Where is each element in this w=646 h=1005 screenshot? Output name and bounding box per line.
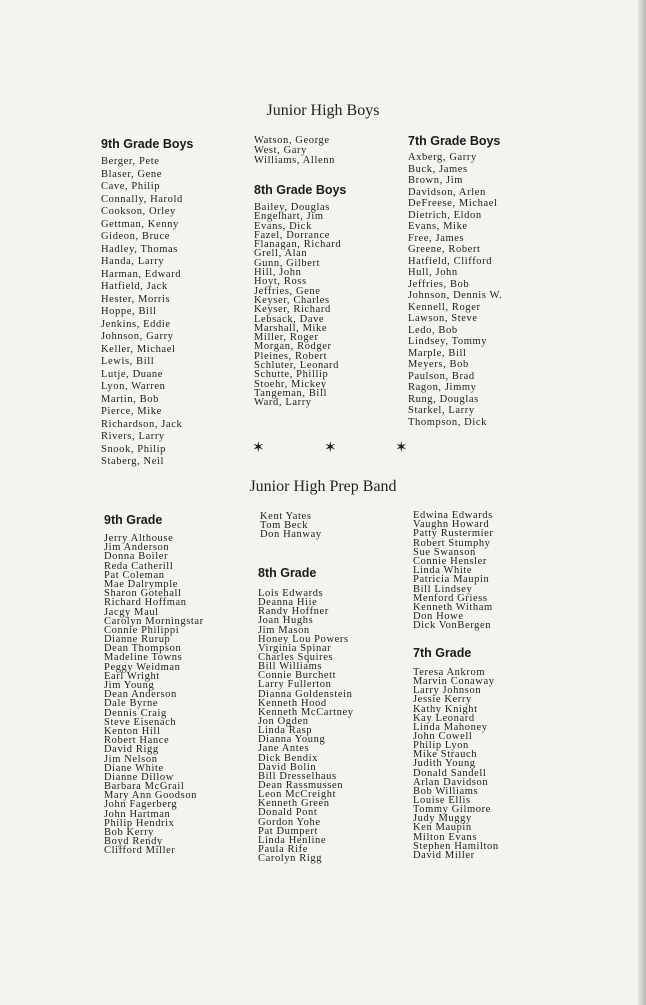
band-seventh-grade-name: Bob Williams bbox=[413, 785, 479, 797]
band-ninth-grade-name: Diane White bbox=[104, 762, 164, 774]
seventh-grade-boy-name: Greene, Robert bbox=[408, 244, 481, 255]
seventh-grade-boy-name: Thompson, Dick bbox=[408, 416, 487, 428]
eighth-grade-boy-name: Fazel, Dorrance bbox=[254, 229, 331, 241]
band-right-top-column bbox=[413, 511, 493, 630]
band-name: Tom Beck bbox=[260, 520, 309, 531]
band-eighth-grade-name: Paula Rife bbox=[258, 843, 309, 855]
star-ornament-icon: ✶ bbox=[324, 438, 337, 456]
band-ninth-grade-name: Dennis Craig bbox=[104, 707, 167, 719]
band-eighth-grade-name: Carolyn Rigg bbox=[258, 853, 323, 865]
band-eighth-grade-name: Kenneth Hood bbox=[258, 697, 327, 709]
band-name: Kent Yates bbox=[260, 511, 312, 522]
band-ninth-grade-name: Jim Anderson bbox=[104, 542, 170, 554]
band-seventh-grade-name: Donald Sandell bbox=[413, 767, 487, 779]
ninth-grade-boy-name: Lyon, Warren bbox=[101, 381, 166, 392]
seventh-grade-boy-name: Meyers, Bob bbox=[408, 359, 469, 370]
band-eighth-grade-name: Bill Williams bbox=[258, 661, 323, 673]
junior-high-boys-title: Junior High Boys bbox=[266, 102, 380, 119]
band-seventh-grade-name: Mike Strauch bbox=[413, 749, 478, 761]
band-eighth-grade-name: Dianna Young bbox=[258, 734, 326, 746]
page-edge-shadow bbox=[638, 0, 646, 1005]
ninth-grade-boy-name: Hatfield, Jack bbox=[101, 281, 168, 292]
band-seventh-grade-column bbox=[413, 646, 499, 860]
band-eighth-grade-name: David Bolin bbox=[258, 761, 317, 773]
ninth-grade-boy-name: Martin, Bob bbox=[101, 393, 159, 405]
band-ninth-grade-name: Dianne Dillow bbox=[104, 771, 174, 783]
star-ornament-icon: ✶ bbox=[252, 438, 265, 456]
seventh-grade-boy-name: Marple, Bill bbox=[408, 347, 467, 359]
band-eighth-grade-name: Dick Bendix bbox=[258, 752, 318, 764]
band-seventh-grade-name: Larry Johnson bbox=[413, 685, 482, 697]
band-ninth-grade-name: Dean Thompson bbox=[104, 643, 182, 655]
band-eighth-grade-name: Randy Hoffner bbox=[258, 606, 329, 618]
eighth-grade-boy-name: Marshall, Mike bbox=[254, 322, 328, 334]
band-eighth-grade-name: Linda Rasp bbox=[258, 725, 313, 737]
band-eighth-grade-column bbox=[258, 566, 354, 863]
eighth-grade-boys-heading: 8th Grade Boys bbox=[254, 183, 347, 197]
band-ninth-grade-name: Sharon Gotehall bbox=[104, 588, 182, 600]
band-ninth-grade-name: Jim Nelson bbox=[104, 753, 158, 765]
ninth-grade-boy-name: Hadley, Thomas bbox=[101, 243, 178, 255]
band-seventh-grade-name: Jessie Kerry bbox=[413, 694, 472, 706]
seventh-grade-boy-name: DeFreese, Michael bbox=[408, 198, 498, 209]
ninth-grade-boy-name: Lutje, Duane bbox=[101, 368, 164, 380]
band-ninth-grade-name: Donna Boiler bbox=[104, 551, 169, 563]
band-ninth-grade-name: Mae Dalrymple bbox=[104, 578, 178, 590]
band-ninth-grade-name: Carolyn Morningstar bbox=[104, 615, 204, 627]
band-right-top-list bbox=[413, 511, 493, 630]
band-seventh-grade-name: Louise Ellis bbox=[413, 794, 471, 806]
band-ninth-grade-list bbox=[104, 534, 204, 856]
seventh-grade-boy-name: Lawson, Steve bbox=[408, 313, 478, 324]
ninth-grade-boy-name: Pierce, Mike bbox=[101, 406, 162, 417]
eighth-grade-boy-name: Keyser, Richard bbox=[254, 304, 331, 316]
seventh-grade-boys-heading: 7th Grade Boys bbox=[408, 134, 501, 148]
band-ninth-grade-name: Dale Byrne bbox=[104, 698, 159, 710]
band-eighth-grade-name: Deanna Hiie bbox=[258, 597, 318, 609]
band-ninth-grade-name: Dean Anderson bbox=[104, 689, 177, 701]
eighth-grade-boy-name: Miller, Roger bbox=[254, 332, 319, 344]
band-name: Bill Lindsey bbox=[413, 583, 473, 595]
band-seventh-grade-name: Tommy Gilmore bbox=[413, 804, 491, 816]
middle-top-boys-column bbox=[254, 136, 335, 166]
band-ninth-grade-name: Philip Hendrix bbox=[104, 817, 175, 829]
boy-name: Williams, Allenn bbox=[254, 155, 335, 166]
band-ninth-grade-name: Barbara McGrail bbox=[104, 781, 185, 793]
eighth-grade-boy-name: Flanagan, Richard bbox=[254, 239, 342, 251]
band-seventh-grade-name: Judy Muggy bbox=[413, 813, 472, 825]
eighth-grade-boy-name: Ward, Larry bbox=[254, 397, 312, 409]
eighth-grade-boy-name: Evans, Dick bbox=[254, 220, 312, 232]
band-ninth-grade-name: Peggy Weidman bbox=[104, 661, 181, 673]
band-seventh-grade-name: Teresa Ankrom bbox=[413, 667, 486, 678]
seventh-grade-boy-name: Dietrich, Eldon bbox=[408, 209, 482, 221]
star-divider bbox=[0, 438, 646, 458]
ninth-grade-boys-column bbox=[101, 137, 193, 469]
band-eighth-grade-name: Linda Henline bbox=[258, 834, 327, 846]
band-eighth-grade-name: Jon Ogden bbox=[258, 715, 309, 727]
band-ninth-grade-name: Jim Young bbox=[104, 680, 155, 691]
eighth-grade-boy-name: Schutte, Phillip bbox=[254, 369, 329, 381]
band-ninth-grade-heading: 9th Grade bbox=[104, 513, 163, 527]
band-eighth-grade-name: Larry Fullerton bbox=[258, 679, 332, 691]
band-name: Edwina Edwards bbox=[413, 510, 493, 521]
seventh-grade-boy-name: Buck, James bbox=[408, 163, 468, 175]
boy-name: Watson, George bbox=[254, 135, 330, 146]
band-middle-top-list bbox=[260, 512, 322, 539]
band-eighth-grade-name: Bill Dresselhaus bbox=[258, 770, 337, 782]
band-eighth-grade-name: Connie Burchett bbox=[258, 670, 337, 682]
seventh-grade-boy-name: Brown, Jim bbox=[408, 175, 464, 186]
prep-band-title: Junior High Prep Band bbox=[249, 478, 397, 495]
band-eighth-grade-name: Kenneth Green bbox=[258, 798, 330, 810]
band-name: Sue Swanson bbox=[413, 546, 476, 558]
band-seventh-grade-name: John Cowell bbox=[413, 730, 473, 742]
ninth-grade-boy-name: Keller, Michael bbox=[101, 343, 176, 355]
band-seventh-grade-name: Kathy Knight bbox=[413, 703, 478, 715]
band-eighth-grade-heading: 8th Grade bbox=[258, 566, 317, 580]
eighth-grade-boy-name: Jeffries, Gene bbox=[254, 285, 321, 297]
band-ninth-grade-name: Robert Hance bbox=[104, 735, 170, 747]
band-ninth-grade-name: Jacgy Maul bbox=[104, 606, 159, 618]
ninth-grade-boy-name: Connally, Harold bbox=[101, 193, 183, 205]
band-eighth-grade-name: Donald Pont bbox=[258, 807, 318, 819]
band-ninth-grade-name: Connie Philippi bbox=[104, 624, 180, 636]
band-name: Don Howe bbox=[413, 611, 464, 623]
band-name: Patricia Maupin bbox=[413, 574, 490, 586]
ninth-grade-boy-name: Richardson, Jack bbox=[101, 418, 183, 430]
eighth-grade-boy-name: Pleines, Robert bbox=[254, 350, 328, 362]
band-ninth-grade-name: Clifford Miller bbox=[104, 845, 176, 857]
seventh-grade-boy-name: Starkel, Larry bbox=[408, 405, 475, 416]
ninth-grade-boy-name: Lewis, Bill bbox=[101, 356, 155, 367]
band-name: Patty Rustermier bbox=[413, 528, 494, 540]
ninth-grade-boy-name: Johnson, Garry bbox=[101, 331, 174, 342]
seventh-grade-boy-name: Kennell, Roger bbox=[408, 301, 481, 313]
ninth-grade-boy-name: Cookson, Orley bbox=[101, 206, 176, 217]
ninth-grade-boy-name: Gettman, Kenny bbox=[101, 218, 179, 230]
band-name: Dick VonBergen bbox=[413, 620, 492, 632]
eighth-grade-boy-name: Hill, John bbox=[254, 267, 302, 279]
seventh-grade-boy-name: Rung, Douglas bbox=[408, 393, 479, 405]
seventh-grade-boy-name: Paulson, Brad bbox=[408, 370, 475, 382]
band-eighth-grade-name: Jane Antes bbox=[258, 743, 310, 755]
band-eighth-grade-list bbox=[258, 589, 354, 863]
ninth-grade-boys-heading: 9th Grade Boys bbox=[101, 137, 194, 151]
band-eighth-grade-name: Pat Dumpert bbox=[258, 825, 318, 837]
eighth-grade-boy-name: Bailey, Douglas bbox=[254, 202, 330, 213]
boy-name: West, Gary bbox=[254, 145, 307, 156]
band-seventh-grade-heading: 7th Grade bbox=[413, 646, 472, 660]
band-seventh-grade-name: Marvin Conaway bbox=[413, 676, 495, 688]
band-ninth-grade-name: Jerry Althouse bbox=[104, 533, 174, 544]
band-ninth-grade-name: Reda Catherill bbox=[104, 560, 174, 572]
band-name: Robert Stumphy bbox=[413, 537, 491, 549]
seventh-grade-boy-name: Free, James bbox=[408, 232, 465, 244]
eighth-grade-boy-name: Keyser, Charles bbox=[254, 294, 330, 306]
band-eighth-grade-name: Honey Lou Powers bbox=[258, 633, 349, 645]
band-name: Menford Griess bbox=[413, 592, 488, 604]
eighth-grade-boy-name: Tangeman, Bill bbox=[254, 387, 327, 399]
band-eighth-grade-name: Leon McCreight bbox=[258, 789, 337, 801]
ninth-grade-boy-name: Snook, Philip bbox=[101, 443, 166, 455]
band-seventh-grade-name: Judith Young bbox=[413, 758, 476, 770]
band-eighth-grade-name: Gordon Yohe bbox=[258, 816, 321, 828]
band-eighth-grade-name: Lois Edwards bbox=[258, 588, 324, 599]
ninth-grade-boy-name: Jenkins, Eddie bbox=[101, 318, 171, 330]
seventh-grade-boy-name: Ledo, Bob bbox=[408, 324, 458, 336]
band-ninth-grade-name: Earl Wright bbox=[104, 670, 160, 682]
star-ornament-icon: ✶ bbox=[395, 438, 408, 456]
ninth-grade-boy-name: Gideon, Bruce bbox=[101, 231, 171, 242]
band-ninth-grade-name: Richard Hoffman bbox=[104, 597, 187, 609]
seventh-grade-boys-column bbox=[408, 134, 502, 428]
band-name: Connie Hensler bbox=[413, 555, 488, 567]
band-seventh-grade-name: Linda Mahoney bbox=[413, 721, 488, 733]
seventh-grade-boy-name: Johnson, Dennis W. bbox=[408, 290, 503, 301]
band-ninth-grade-name: Mary Ann Goodson bbox=[104, 790, 198, 802]
eighth-grade-boy-name: Schluter, Leonard bbox=[254, 360, 340, 372]
band-eighth-grade-name: Dianna Goldenstein bbox=[258, 688, 353, 700]
band-seventh-grade-name: Kay Leonard bbox=[413, 712, 475, 724]
band-ninth-grade-name: Kenton Hill bbox=[104, 725, 161, 737]
ninth-grade-boy-name: Rivers, Larry bbox=[101, 431, 165, 442]
seventh-grade-boy-name: Lindsey, Tommy bbox=[408, 336, 488, 347]
band-seventh-grade-name: Stephen Hamilton bbox=[413, 840, 499, 852]
ninth-grade-boy-name: Harman, Edward bbox=[101, 268, 182, 280]
band-ninth-grade-name: David Rigg bbox=[104, 744, 159, 756]
eighth-grade-boy-name: Grell, Alan bbox=[254, 248, 308, 260]
band-seventh-grade-name: Philip Lyon bbox=[413, 740, 469, 752]
eighth-grade-boy-name: Lebsack, Dave bbox=[254, 313, 325, 325]
band-ninth-grade-name: Boyd Rendy bbox=[104, 836, 163, 848]
seventh-grade-boy-name: Axberg, Garry bbox=[408, 152, 477, 163]
eighth-grade-boy-name: Hoyt, Ross bbox=[254, 276, 307, 288]
ninth-grade-boy-name: Cave, Philip bbox=[101, 181, 161, 192]
band-ninth-grade-name: Pat Coleman bbox=[104, 569, 165, 581]
band-ninth-grade-name: Dianne Rurup bbox=[104, 634, 171, 646]
band-seventh-grade-name: Arlan Davidson bbox=[413, 776, 489, 788]
band-name: Linda White bbox=[413, 565, 473, 577]
ninth-grade-boy-name: Staberg, Neil bbox=[101, 456, 165, 467]
seventh-grade-boy-name: Hatfield, Clifford bbox=[408, 255, 493, 267]
band-name: Vaughn Howard bbox=[413, 519, 490, 531]
band-eighth-grade-name: Kenneth McCartney bbox=[258, 706, 354, 718]
band-eighth-grade-name: Virginia Spinar bbox=[258, 642, 332, 654]
seventh-grade-boy-name: Davidson, Arlen bbox=[408, 186, 486, 198]
band-name: Kenneth Witham bbox=[413, 601, 493, 613]
middle-top-boys-list bbox=[254, 136, 335, 166]
eighth-grade-boy-name: Morgan, Rodger bbox=[254, 341, 332, 353]
band-eighth-grade-name: Jim Mason bbox=[258, 624, 310, 636]
eighth-grade-boy-name: Engelhart, Jim bbox=[254, 211, 324, 223]
band-eighth-grade-name: Joan Hughs bbox=[258, 615, 314, 627]
eighth-grade-boy-name: Stoehr, Mickey bbox=[254, 378, 327, 390]
ninth-grade-boys-list bbox=[101, 156, 193, 469]
eighth-grade-boy-name: Gunn, Gilbert bbox=[254, 257, 321, 269]
seventh-grade-boys-list bbox=[408, 152, 502, 428]
band-ninth-grade-column bbox=[104, 513, 204, 856]
band-name: Don Hanway bbox=[260, 529, 322, 540]
ninth-grade-boy-name: Hoppe, Bill bbox=[101, 306, 157, 317]
ninth-grade-boy-name: Berger, Pete bbox=[101, 156, 160, 167]
band-seventh-grade-name: Milton Evans bbox=[413, 831, 478, 843]
band-ninth-grade-name: John Fagerberg bbox=[104, 799, 178, 811]
seventh-grade-boy-name: Evans, Mike bbox=[408, 221, 468, 232]
band-seventh-grade-name: Ken Maupin bbox=[413, 822, 472, 834]
ninth-grade-boy-name: Blaser, Gene bbox=[101, 168, 163, 180]
band-seventh-grade-list bbox=[413, 668, 499, 860]
eighth-grade-boys-column bbox=[254, 183, 346, 408]
band-eighth-grade-name: Charles Squires bbox=[258, 651, 334, 663]
seventh-grade-boy-name: Jeffries, Bob bbox=[408, 278, 470, 290]
ninth-grade-boy-name: Handa, Larry bbox=[101, 256, 165, 267]
band-ninth-grade-name: John Hartman bbox=[104, 808, 171, 820]
eighth-grade-boys-list bbox=[254, 203, 346, 408]
band-middle-top-column bbox=[260, 512, 322, 539]
seventh-grade-boy-name: Ragon, Jimmy bbox=[408, 382, 477, 393]
seventh-grade-boy-name: Hull, John bbox=[408, 267, 458, 278]
band-eighth-grade-name: Dean Rassmussen bbox=[258, 779, 344, 791]
ninth-grade-boy-name: Hester, Morris bbox=[101, 293, 171, 305]
band-seventh-grade-name: David Miller bbox=[413, 849, 475, 861]
band-ninth-grade-name: Bob Kerry bbox=[104, 827, 155, 838]
band-ninth-grade-name: Madeline Towns bbox=[104, 652, 183, 664]
band-ninth-grade-name: Steve Eisenach bbox=[104, 716, 177, 728]
